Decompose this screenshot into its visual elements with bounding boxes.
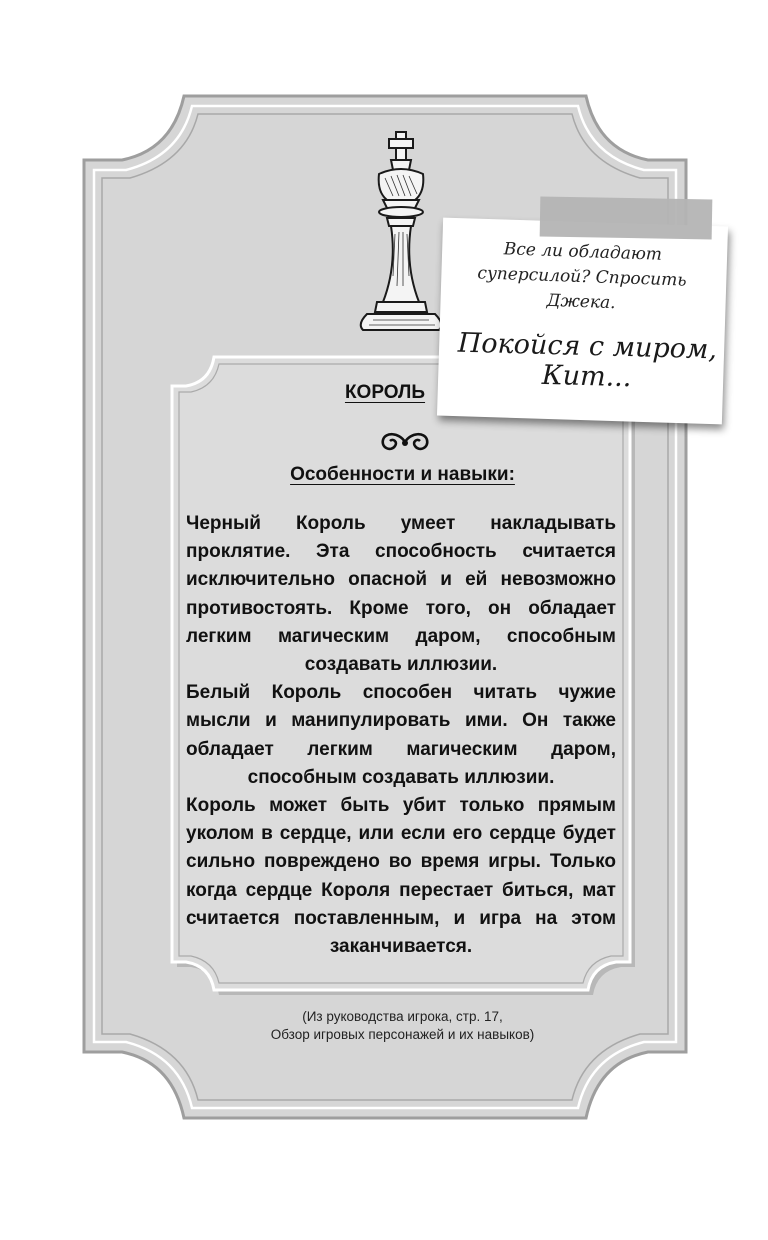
- card-title: КОРОЛЬ: [344, 382, 426, 403]
- king-icon: [353, 126, 449, 340]
- source-reference: [200, 1008, 605, 1044]
- source-line-2: Обзор игровых персонажей и их навыков): [270, 1027, 535, 1042]
- paragraph-white-king: Белый Король способен читать чужие мысли и манипулировать ими. Он также обладает легким магическим даром, способным создавать иллюзии.: [186, 682, 616, 788]
- section-heading: Особенности и навыки:: [290, 464, 515, 485]
- paragraph-black-king: Черный Король умеет накладывать проклятие. Эта способность считается исключительно опасной и ей невозможно противостоять. Кроме того, он обладает легким магическим даром, способным создавать иллюзии.: [186, 513, 616, 676]
- note-question: Все ли обладают суперсилой? Спросить Джека.: [477, 239, 687, 314]
- note-rip: [451, 328, 722, 395]
- ornament-icon: [377, 428, 433, 456]
- note-rip-line-1: Покойся с миром,: [457, 327, 718, 366]
- paragraph-king-death: Король может быть убит только прямым уколом в сердце, или если его сердце будет сильно повреждено во время игры. Только когда сердце Короля перестает биться, мат считается поставленным, и игра на этом заканчивается.: [186, 795, 616, 958]
- source-line-1: (Из руководства игрока, стр. 17,: [302, 1009, 503, 1024]
- card-body: [186, 510, 616, 961]
- note-rip-line-2: Кит...: [541, 359, 632, 394]
- tape-strip: [540, 197, 713, 240]
